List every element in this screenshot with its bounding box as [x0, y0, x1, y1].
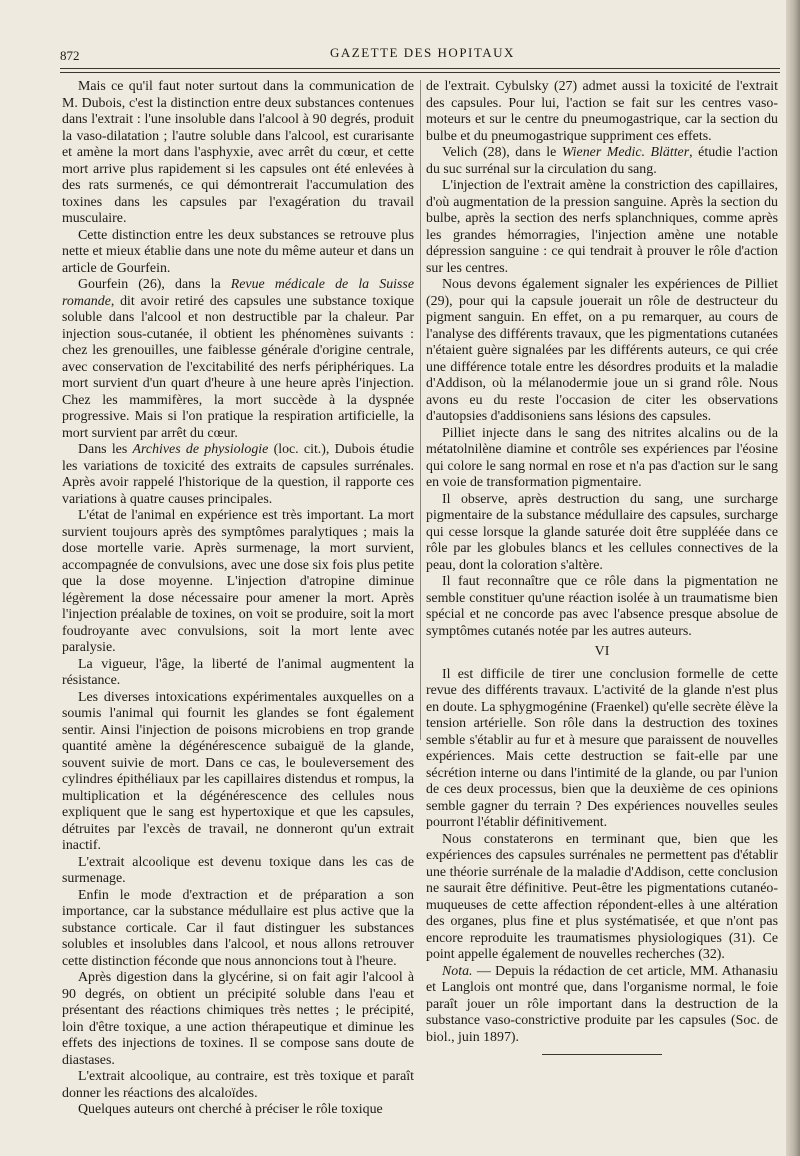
paragraph-text: , dit avoir retiré des capsules une substance toxique soluble dans l'alcool et non destructible par la chaleur. Par injection sous-cutanée, il obtient les phénomènes suivants : chez les grenouilles, une faiblesse générale d'origine centrale, avec conservation de l'excitabilité des nerfs périphériques. La mort survient d'un quart d'heure à une heure après l'injection. Chez les mammifères, la mort succède à la dyspnée progressive. Mais si l'on pratique la respiration artificielle, la mort survient par arrêt du cœur.: [62, 293, 414, 441]
end-rule: [542, 1054, 662, 1055]
paragraph-text: Après digestion dans la glycérine, si on fait agir l'alcool à 90 degrés, on obtient un précipité soluble dans l'eau et présentant des réactions chimiques très nettes ; le précipité, loin d'être toxique, a une action thérapeutique et diminue les effets des injections de toxines. Il se compose sans doute de diastases.: [62, 970, 414, 1068]
paragraph: [62, 855, 414, 888]
page-number: 872: [60, 48, 80, 63]
paragraph: [426, 145, 778, 178]
running-head: GAZETTE DES HOPITAUX: [330, 45, 515, 60]
paragraph-text: , étudie l'action du suc surrénal sur la circulation du sang.: [426, 145, 778, 177]
paragraph-text: Quelques auteurs ont cherché à préciser le rôle toxique: [78, 1102, 383, 1117]
paragraph: [62, 1102, 414, 1119]
paragraph: [426, 667, 778, 832]
paragraph: [62, 888, 414, 971]
right-column: [426, 79, 778, 1055]
paragraph: [426, 426, 778, 492]
paragraph-text: Nous devons également signaler les expériences de Pilliet (29), pour qui la capsule jouerait un rôle de destructeur du pigment sanguin. En effet, on a pu remarquer, au cours de l'analyse des différents travaux, que les pigmentations cutanées n'étaient guère signalées par les différents auteurs, ce qui crée une différence totale entre les désordres produits et la maladie d'Addison, où la mélanodermie joue un si grand rôle. Nous avons eu du reste l'occasion de citer les observations d'autopsies d'addisoniens sans lésions des capsules.: [426, 277, 778, 424]
paragraph-text: L'injection de l'extrait amène la constriction des capillaires, d'où augmentation de la pression sanguine. Après la section du bulbe, après la section des nerfs splanchniques, comme après les grandes hémorragies, l'injection amène une notable dépression sanguine : ce qui tendrait à prouver le rôle d'action sur les centres.: [426, 178, 778, 276]
paragraph-text: Enfin le mode d'extraction et de préparation a son importance, car la substance médullaire est plus active que la substance corticale. Car il faut distinguer les substances solubles et insolubles dans l'alcool, et nous allons retrouver cette distinction féconde que nous annoncions tout à l'heure.: [62, 887, 414, 969]
paragraph: [426, 574, 778, 640]
paragraph: [62, 79, 414, 228]
paragraph-text: Gourfein (26), dans la: [78, 277, 231, 292]
paragraph-text: Mais ce qu'il faut noter surtout dans la communication de M. Dubois, c'est la distinction entre deux substances contenues dans l'extrait : l'une insoluble dans l'alcool à 90 degrés, produit la vaso-dilatation ; l'autre soluble dans l'alcool, est curarisante et amène la mort dans l'asphyxie, avec arrêt du cœur, et cette mort arrive plus rapidement si les capsules ont été enlevées à des rats surmenés, ce qui démontrerait l'accumulation des toxines dans les capsules par l'exagération du travail musculaire.: [62, 79, 414, 226]
paragraph: [426, 178, 778, 277]
paragraph-text: — Depuis la rédaction de cet article, MM. Athanasiu et Langlois ont montré que, dans l'organisme normal, le foie paraît jouer un rôle important dans la destruction de la substance vaso-constrictive produite par les capsules (Soc. de biol., juin 1897).: [426, 963, 778, 1045]
paragraph-text: L'extrait alcoolique est devenu toxique dans les cas de surmenage.: [62, 854, 414, 886]
paragraph: [426, 964, 778, 1047]
paragraph: [62, 690, 414, 855]
paragraph: [62, 1069, 414, 1102]
paragraph: [62, 970, 414, 1069]
column-divider: [420, 80, 421, 740]
section-heading: VI: [594, 644, 610, 659]
paragraph-text: Pilliet injecte dans le sang des nitrites alcalins ou de la métatolnilène diamine et contrôle ses expériences par l'éosine qui colore le sang normal en rose et n'a pas d'action sur le sang en voie de transformation pigmentaire.: [426, 425, 778, 490]
paragraph: [426, 492, 778, 575]
paragraph: [62, 657, 414, 690]
paragraph-text: Les diverses intoxications expérimentales auxquelles on a soumis l'animal qui fournit les glandes se font également sentir. Ainsi l'injection de poisons microbiens en trop grande quantité amène la dégénérescence subaiguë de la glande, souvent suivie de mort. Dans ce cas, le bouleversement des cylindres épithéliaux par les capillaires distendus et rompus, la multiplication et la dégénérescence des cellules nous expliquent que le sang est hypertoxique et que les capsules, détruites par l'excès de travail, ne donneront qu'un extrait inactif.: [62, 689, 414, 853]
paragraph: [62, 228, 414, 278]
header-rule-thin: [60, 72, 780, 73]
paragraph-text: Dans les: [78, 442, 133, 457]
paragraph-text: Nous constaterons en terminant que, bien que les expériences des capsules surrénales ne permettent pas d'établir une théorie surrénale de la maladie d'Addison, cette conclusion ne saurait être définitive. Peut-être les pigmentations cutanéo-muqueuses de cette affection répondent-elles à une altération des organes, plus fine et plus systématisée, et que n'ont pas encore reproduite les traumatismes physiologiques (31). Ce point appelle également de nouvelles recherches (32).: [426, 831, 778, 962]
paragraph-text: L'extrait alcoolique, au contraire, est très toxique et paraît donner les réactions des alcaloïdes.: [62, 1069, 414, 1101]
paragraph-text: de l'extrait. Cybulsky (27) admet aussi la toxicité de l'extrait des capsules. Pour lui, l'action se fait sur les centres vaso-moteurs et sur le centre du pneumogastrique, car la section du bulbe et du pneumogastrique suppriment ces effets.: [426, 79, 778, 144]
paragraph-text: (loc. cit.), Dubois étudie les variations de toxicité des extraits de capsules surrénales. Après avoir rappelé l'historique de la question, il rapporte ces variations à quatre causes principales.: [62, 442, 414, 507]
paragraph: [426, 277, 778, 426]
paragraph: [62, 508, 414, 657]
paragraph: [426, 832, 778, 964]
paragraph: [426, 79, 778, 145]
paragraph-text: Il est difficile de tirer une conclusion formelle de cette revue des différents travaux. L'activité de la glande n'est plus en doute. La sphygmogénine (Fraenkel) qu'elle secrète élève la tension artérielle. Son rôle dans la destruction des toxines semble s'établir au fur et à mesure que paraissent de nouvelles expériences. Mais cette destruction se fait-elle par une sécrétion interne ou dans l'intimité de la glande, ou par l'union de ces deux processus, bien que la deuxième de ces opinions semble gagner du terrain ? Des expériences nouvelles seules pourront l'établir définitivement.: [426, 666, 778, 830]
italic-title: Revue médicale de la Suisse romande: [62, 277, 414, 309]
paragraph-text: Velich (28), dans le: [442, 145, 562, 160]
italic-title: Nota.: [442, 963, 473, 979]
paragraph-text: Il observe, après destruction du sang, une surcharge pigmentaire de la substance médullaire des capsules, surcharge qui cesse lorsque la glande saturée doit être suppléée dans ce rôle par les globules blancs et les cellules connectives de la peau, dont la coloration s'altère.: [426, 491, 778, 573]
paragraph-text: L'état de l'animal en expérience est très important. La mort survient toujours après des symptômes paralytiques ; mais la dose mortelle varie. Après surmenage, la mort survient, accompagnée de convulsions, avec une dose six fois plus petite que la dose moyenne. L'injection d'atropine diminue légèrement la dose nécessaire pour amener la mort. Après l'injection préalable de toxines, on voit se produire, soit la mort foudroyante avec convulsions, soit la mort lente avec paralysie.: [62, 508, 414, 655]
paragraph-text: Cette distinction entre les deux substances se retrouve plus nette et mieux établie dans une note du même auteur et dans un article de Gourfein.: [62, 227, 414, 276]
left-column: [62, 79, 414, 1119]
paragraph: [62, 442, 414, 508]
italic-title: Wiener Medic. Blätter: [561, 145, 690, 160]
paragraph-text: Il faut reconnaître que ce rôle dans la pigmentation ne semble constituer qu'une réaction isolée à un traumatisme bien spécial et ne concorde pas avec l'absence presque absolue de symptômes cutanés notée par les autres auteurs.: [426, 574, 778, 639]
page-binding-edge: [786, 0, 800, 1156]
paragraph: [62, 277, 414, 442]
header-rule-thick: [60, 68, 780, 69]
paragraph-text: La vigueur, l'âge, la liberté de l'animal augmentent la résistance.: [62, 656, 414, 688]
italic-title: Archives de physiologie: [132, 442, 269, 457]
